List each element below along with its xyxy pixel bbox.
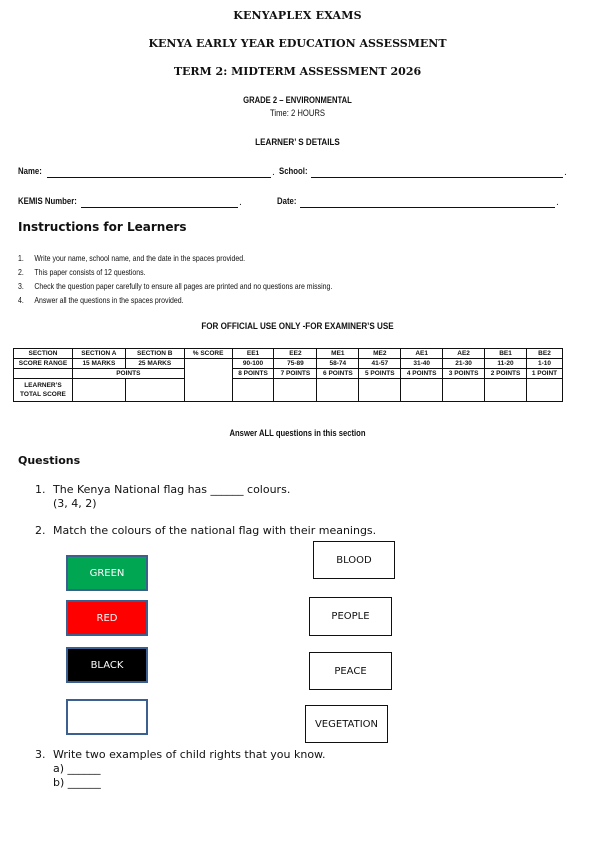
answer-line-a[interactable]: a) ______ — [53, 762, 101, 775]
meaning-box-blood[interactable]: BLOOD — [313, 541, 395, 579]
name-label: Name: — [18, 166, 42, 177]
table-header: SECTION A — [72, 349, 125, 359]
question-2: 2. Match the colours of the national flag with their meanings. — [35, 524, 377, 537]
question-3: 3. Write two examples of child rights that you know. — [35, 748, 326, 761]
instruction-item: 3. Check the question paper carefully to ensure all pages are printed and no questions are missing. — [18, 281, 333, 291]
level-range: 21-30 — [443, 359, 485, 369]
level-code: EE1 — [232, 349, 274, 359]
level-code: AE2 — [443, 349, 485, 359]
colour-box-white — [66, 699, 148, 735]
school-field-end: . — [564, 168, 567, 178]
instruction-item: 2. This paper consists of 12 questions. — [18, 267, 146, 277]
questions-heading: Questions — [18, 454, 81, 467]
meaning-box-peace[interactable]: PEACE — [309, 652, 392, 690]
level-code: ME1 — [317, 349, 359, 359]
table-cell — [274, 379, 317, 402]
colour-box-green: GREEN — [66, 555, 148, 591]
answer-line-b[interactable]: b) ______ — [53, 776, 101, 789]
level-code: BE1 — [485, 349, 527, 359]
name-field-end: . — [272, 168, 275, 178]
level-code: BE2 — [527, 349, 563, 359]
level-code: EE2 — [274, 349, 317, 359]
level-points: 3 POINTS — [443, 369, 485, 379]
instructions-list — [18, 251, 332, 307]
grade-subject: GRADE 2 – ENVIRONMENTAL — [243, 95, 352, 105]
level-points: 6 POINTS — [317, 369, 359, 379]
table-cell — [317, 379, 359, 402]
table-cell: POINTS — [72, 369, 184, 379]
level-points: 4 POINTS — [401, 369, 443, 379]
level-code: ME2 — [359, 349, 401, 359]
answer-all-instruction: Answer ALL questions in this section — [229, 428, 366, 438]
meaning-box-people[interactable]: PEOPLE — [309, 597, 392, 636]
school-label: School: — [279, 166, 308, 177]
level-points: 8 POINTS — [232, 369, 274, 379]
learner-total-label: LEARNER’S TOTAL SCORE — [14, 379, 73, 402]
level-range: 90-100 — [232, 359, 274, 369]
level-range: 1-10 — [527, 359, 563, 369]
table-header: % SCORE — [184, 349, 232, 359]
level-points: 7 POINTS — [274, 369, 317, 379]
table-header: SECTION B — [125, 349, 184, 359]
meaning-box-vegetation[interactable]: VEGETATION — [305, 705, 388, 743]
colour-box-red: RED — [66, 600, 148, 636]
term-title: TERM 2: MIDTERM ASSESSMENT 2026 — [173, 65, 422, 78]
section-a-score-cell[interactable] — [72, 379, 125, 402]
official-use-heading: FOR OFFICIAL USE ONLY -FOR EXAMINER’S USE — [201, 321, 394, 332]
level-points: 2 POINTS — [485, 369, 527, 379]
learner-details-heading: LEARNER’ S DETAILS — [255, 137, 340, 148]
table-cell: SCORE RANGE — [14, 359, 73, 369]
table-cell — [485, 379, 527, 402]
table-header: SECTION — [14, 349, 73, 359]
table-cell — [359, 379, 401, 402]
level-range: 41-57 — [359, 359, 401, 369]
level-points: 1 POINT — [527, 369, 563, 379]
kemis-label: KEMIS Number: — [18, 196, 77, 207]
level-range: 11-20 — [485, 359, 527, 369]
instruction-item: 4. Answer all the questions in the spaces provided. — [18, 295, 184, 305]
level-range: 58-74 — [317, 359, 359, 369]
assessment-title: KENYA EARLY YEAR EDUCATION ASSESSMENT — [148, 37, 447, 50]
pct-score-cell[interactable] — [184, 359, 232, 402]
table-cell — [401, 379, 443, 402]
table-cell — [443, 379, 485, 402]
colour-box-black: BLACK — [66, 647, 148, 683]
section-b-score-cell[interactable] — [125, 379, 184, 402]
question-1-options: (3, 4, 2) — [53, 497, 97, 510]
level-range: 75-89 — [274, 359, 317, 369]
kemis-field[interactable] — [81, 207, 238, 208]
level-range: 31-40 — [401, 359, 443, 369]
level-code: AE1 — [401, 349, 443, 359]
exam-time: Time: 2 HOURS — [270, 108, 325, 118]
instruction-item: 1. Write your name, school name, and the date in the spaces provided. — [18, 253, 246, 263]
date-field[interactable] — [300, 207, 555, 208]
date-field-end: . — [556, 198, 559, 208]
level-points: 5 POINTS — [359, 369, 401, 379]
school-field[interactable] — [311, 177, 563, 178]
table-cell — [527, 379, 563, 402]
table-cell — [232, 379, 274, 402]
table-cell: 15 MARKS — [72, 359, 125, 369]
table-cell: 25 MARKS — [125, 359, 184, 369]
question-1: 1. The Kenya National flag has ______ colours. — [35, 483, 291, 496]
exam-org-title: KENYAPLEX EXAMS — [233, 9, 362, 22]
kemis-field-end: . — [239, 198, 242, 208]
date-label: Date: — [277, 196, 297, 207]
name-field[interactable] — [47, 177, 271, 178]
instructions-heading: Instructions for Learners — [18, 220, 187, 234]
table-cell — [14, 369, 73, 379]
score-table — [13, 348, 563, 402]
